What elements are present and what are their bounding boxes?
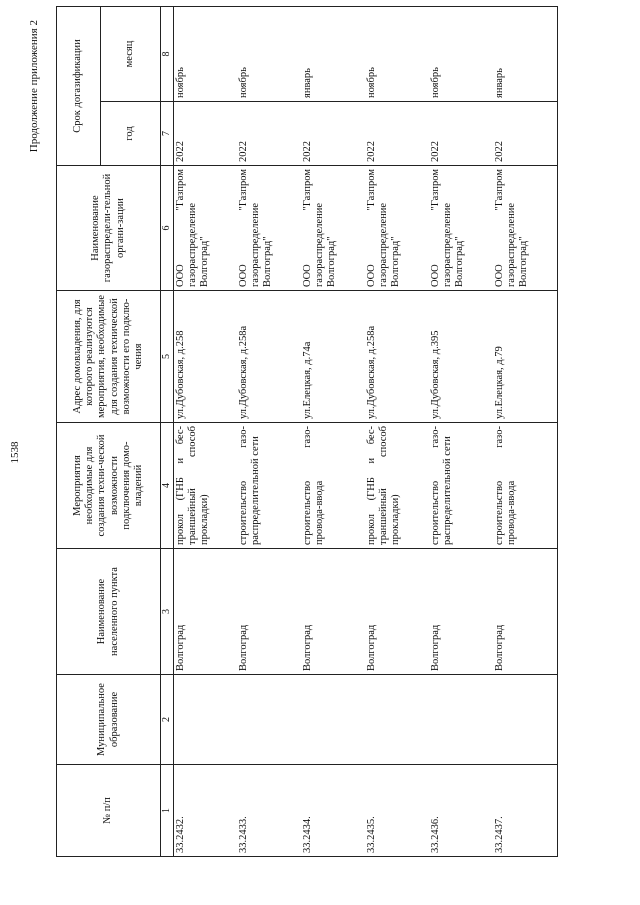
column-number: 5 xyxy=(161,291,174,423)
header-year: год xyxy=(101,102,161,166)
column-number: 3 xyxy=(161,549,174,675)
row-month: январь xyxy=(301,6,365,101)
row-address: ул.Елецкая, д.79 xyxy=(493,291,557,423)
row-address: ул.Дубовская, д.395 xyxy=(429,291,493,423)
table-row xyxy=(365,6,429,856)
row-settlement: Волгоград xyxy=(365,549,429,675)
row-measures: строительство газо-распределительной сети xyxy=(429,423,493,549)
row-municipality xyxy=(429,675,493,765)
table-row xyxy=(493,6,557,856)
continuation-note: Продолжение приложения 2 xyxy=(28,20,40,153)
row-month: ноябрь xyxy=(365,6,429,101)
row-number: 33.2436. xyxy=(429,765,493,857)
table-row xyxy=(301,6,365,856)
column-number: 1 xyxy=(161,765,174,857)
row-organization: ООО "Газпром газораспределение Волгоград" xyxy=(493,166,557,291)
row-year: 2022 xyxy=(365,102,429,166)
row-municipality xyxy=(493,675,557,765)
row-number: 33.2433. xyxy=(237,765,301,857)
row-organization: ООО "Газпром газораспределение Волгоград" xyxy=(237,166,301,291)
row-municipality xyxy=(301,675,365,765)
row-municipality xyxy=(365,675,429,765)
header-settlement: Наименование населенного пункта xyxy=(57,549,161,675)
header-month: месяц xyxy=(101,6,161,101)
row-month: ноябрь xyxy=(237,6,301,101)
row-address: ул.Дубовская, д.258 xyxy=(173,291,237,423)
row-organization: ООО "Газпром газораспределение Волгоград" xyxy=(301,166,365,291)
row-year: 2022 xyxy=(493,102,557,166)
row-number: 33.2434. xyxy=(301,765,365,857)
row-settlement: Волгоград xyxy=(173,549,237,675)
row-measures: строительство газо-провода-ввода xyxy=(301,423,365,549)
row-year: 2022 xyxy=(173,102,237,166)
header-measures: Мероприятия необходимые для создания техни-ческой возможности подключения домо-владений xyxy=(57,423,161,549)
row-organization: ООО "Газпром газораспределение Волгоград" xyxy=(365,166,429,291)
row-address: ул.Елецкая, д.74а xyxy=(301,291,365,423)
row-address: ул.Дубовская, д.258а xyxy=(237,291,301,423)
row-address: ул.Дубовская, д.258а xyxy=(365,291,429,423)
header-address: Адрес домовладения, для которого реализуются мероприятия, необходимые для создания технической возможности его подклю-чения xyxy=(57,291,161,423)
row-settlement: Волгоград xyxy=(493,549,557,675)
column-number: 6 xyxy=(161,166,174,291)
row-settlement: Волгоград xyxy=(237,549,301,675)
column-number: 8 xyxy=(161,6,174,101)
table-row xyxy=(237,6,301,856)
row-measures: прокол (ГНБ и бес-траншейный способ прокладки) xyxy=(365,423,429,549)
header-deadline: Срок догазификации xyxy=(57,6,101,165)
gasification-table xyxy=(56,6,558,857)
row-year: 2022 xyxy=(237,102,301,166)
row-year: 2022 xyxy=(429,102,493,166)
row-number: 33.2435. xyxy=(365,765,429,857)
table-row xyxy=(173,6,237,856)
row-organization: ООО "Газпром газораспределение Волгоград" xyxy=(173,166,237,291)
column-number: 7 xyxy=(161,102,174,166)
row-measures: строительство газо-провода-ввода xyxy=(493,423,557,549)
column-number: 2 xyxy=(161,675,174,765)
row-measures: прокол (ГНБ и бес-траншейный способ прокладки) xyxy=(173,423,237,549)
row-month: ноябрь xyxy=(173,6,237,101)
row-number: 33.2432. xyxy=(173,765,237,857)
header-no: № п/п xyxy=(57,765,161,857)
row-settlement: Волгоград xyxy=(429,549,493,675)
row-organization: ООО "Газпром газораспределение Волгоград" xyxy=(429,166,493,291)
row-year: 2022 xyxy=(301,102,365,166)
header-municipality: Муниципальное образование xyxy=(57,675,161,765)
row-municipality xyxy=(237,675,301,765)
page-number: 1538 xyxy=(9,441,21,464)
row-measures: строительство газо-распределительной сети xyxy=(237,423,301,549)
table-row xyxy=(429,6,493,856)
header-organization: Наименование газораспредели-тельной органи-зации xyxy=(57,166,161,291)
column-number: 4 xyxy=(161,423,174,549)
row-settlement: Волгоград xyxy=(301,549,365,675)
row-number: 33.2437. xyxy=(493,765,557,857)
row-month: январь xyxy=(493,6,557,101)
row-month: ноябрь xyxy=(429,6,493,101)
row-municipality xyxy=(173,675,237,765)
